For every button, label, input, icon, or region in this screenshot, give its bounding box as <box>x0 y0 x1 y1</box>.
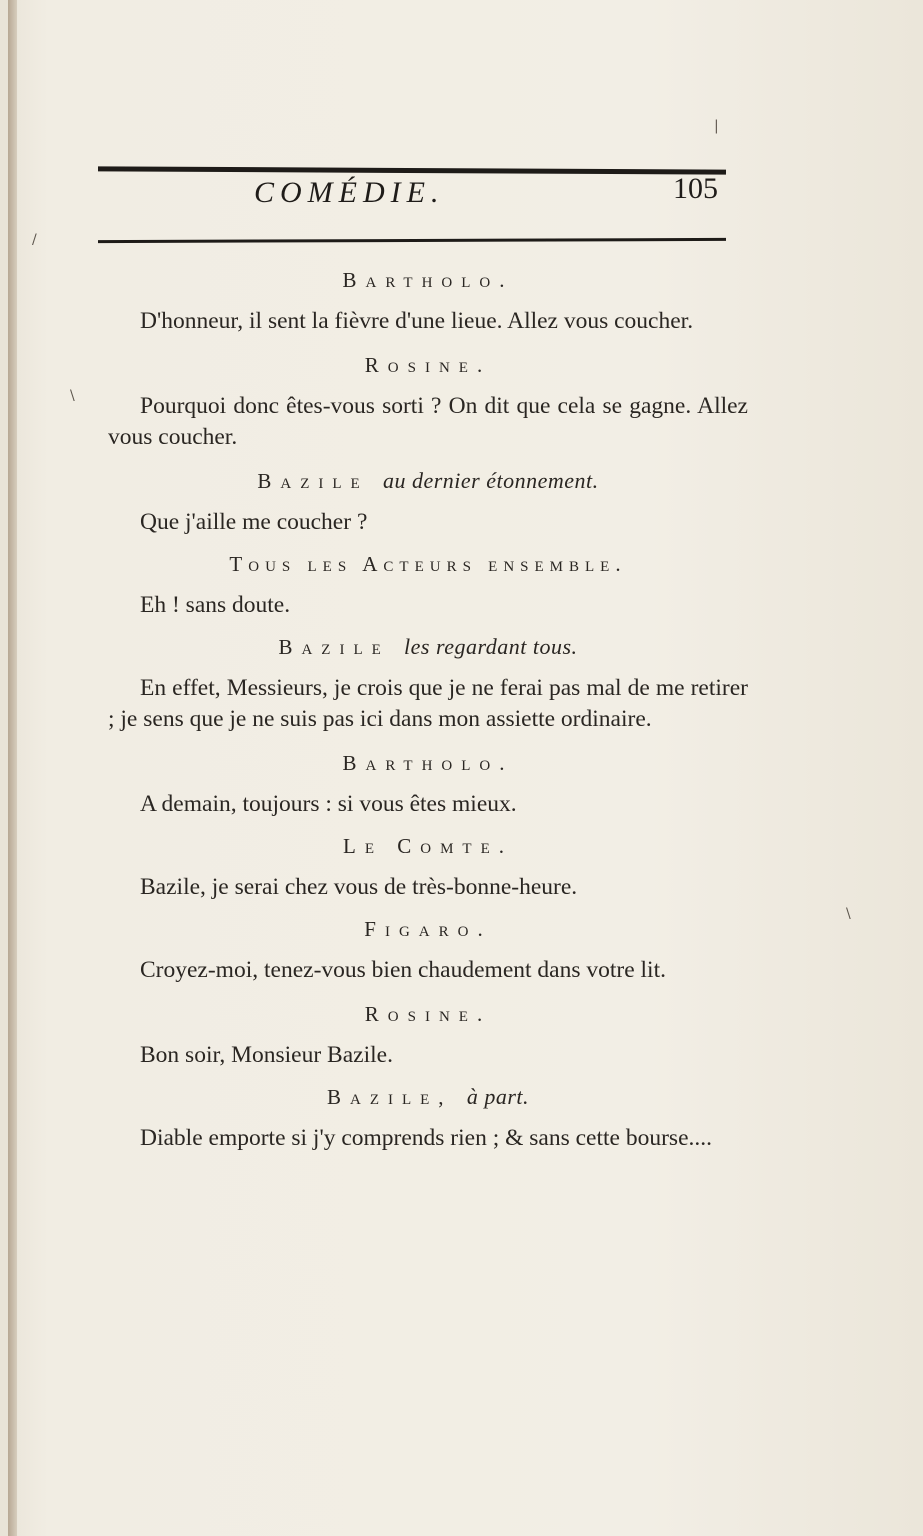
speaker-label: Tous les Acteurs ensemble. <box>229 552 627 576</box>
speaker-name <box>108 828 748 872</box>
dialogue-entry <box>108 629 748 745</box>
page-number: 105 <box>673 172 718 205</box>
speaker-label: Figaro. <box>364 917 492 941</box>
dialogue-line: Pourquoi donc êtes-vous sorti ? On dit que cela se gagne. Allez vous coucher. <box>108 393 748 450</box>
dialogue-entry <box>108 347 748 463</box>
book-page <box>8 0 923 1536</box>
header-rule-bottom <box>98 238 726 243</box>
dialogue-line: Croyez-moi, tenez-vous bien chaudement dans votre lit. <box>140 957 666 983</box>
speaker-name <box>108 463 748 507</box>
speaker-name <box>108 262 748 306</box>
stage-direction: les regardant tous. <box>404 634 578 659</box>
dialogue-line: A demain, toujours : si vous êtes mieux. <box>140 791 517 817</box>
paper-speck: | <box>714 118 719 134</box>
dialogue-line: D'honneur, il sent la fièvre d'une lieue. Allez vous coucher. <box>140 308 694 334</box>
speaker-label: Bazile <box>257 469 369 493</box>
speaker-name <box>108 546 748 590</box>
dialogue-line: Que j'aille me coucher ? <box>140 509 368 535</box>
dialogue-entry <box>108 828 748 911</box>
page-spine-edge <box>8 0 17 1536</box>
dialogue-entry <box>108 262 748 347</box>
speaker-label: Rosine. <box>364 353 492 377</box>
dialogue-line: Bazile, je serai chez vous de très-bonne-heure. <box>140 874 578 900</box>
speaker-name <box>108 911 748 955</box>
speaker-name <box>108 745 748 789</box>
dialogue-entry <box>108 745 748 828</box>
paper-speck: \ <box>70 388 75 404</box>
speaker-label: Rosine. <box>364 1002 492 1026</box>
dialogue-line: Diable emporte si j'y comprends rien ; & sans cette bourse.... <box>140 1125 712 1151</box>
speaker-name <box>108 996 748 1040</box>
dialogue-entry <box>108 1079 748 1164</box>
dialogue-entry <box>108 996 748 1079</box>
dialogue-line: En effet, Messieurs, je crois que je ne ferai pas mal de me retirer ; je sens que je ne suis pas ici dans mon assiette ordinaire. <box>108 675 748 732</box>
speaker-label: Bartholo. <box>342 751 514 775</box>
speaker-label: Bazile, <box>326 1085 453 1109</box>
speaker-label: Le Comte. <box>343 834 513 858</box>
dialogue-entry <box>108 463 748 546</box>
paper-speck: / <box>32 232 37 248</box>
speaker-name <box>108 347 748 391</box>
dialogue-line: Eh ! sans doute. <box>140 592 291 618</box>
speaker-label: Bazile <box>278 635 390 659</box>
running-title: COMÉDIE. <box>254 176 445 209</box>
speaker-name <box>108 629 748 673</box>
dialogue-block <box>108 262 748 1164</box>
dialogue-entry <box>108 911 748 996</box>
speaker-name <box>108 1079 748 1123</box>
dialogue-entry <box>108 546 748 629</box>
dialogue-line: Bon soir, Monsieur Bazile. <box>140 1042 393 1068</box>
header-rule-top <box>98 166 726 174</box>
stage-direction: au dernier étonnement. <box>382 468 599 493</box>
stage-direction: à part. <box>466 1084 529 1109</box>
speaker-label: Bartholo. <box>342 268 514 292</box>
paper-speck: \ <box>846 906 851 922</box>
